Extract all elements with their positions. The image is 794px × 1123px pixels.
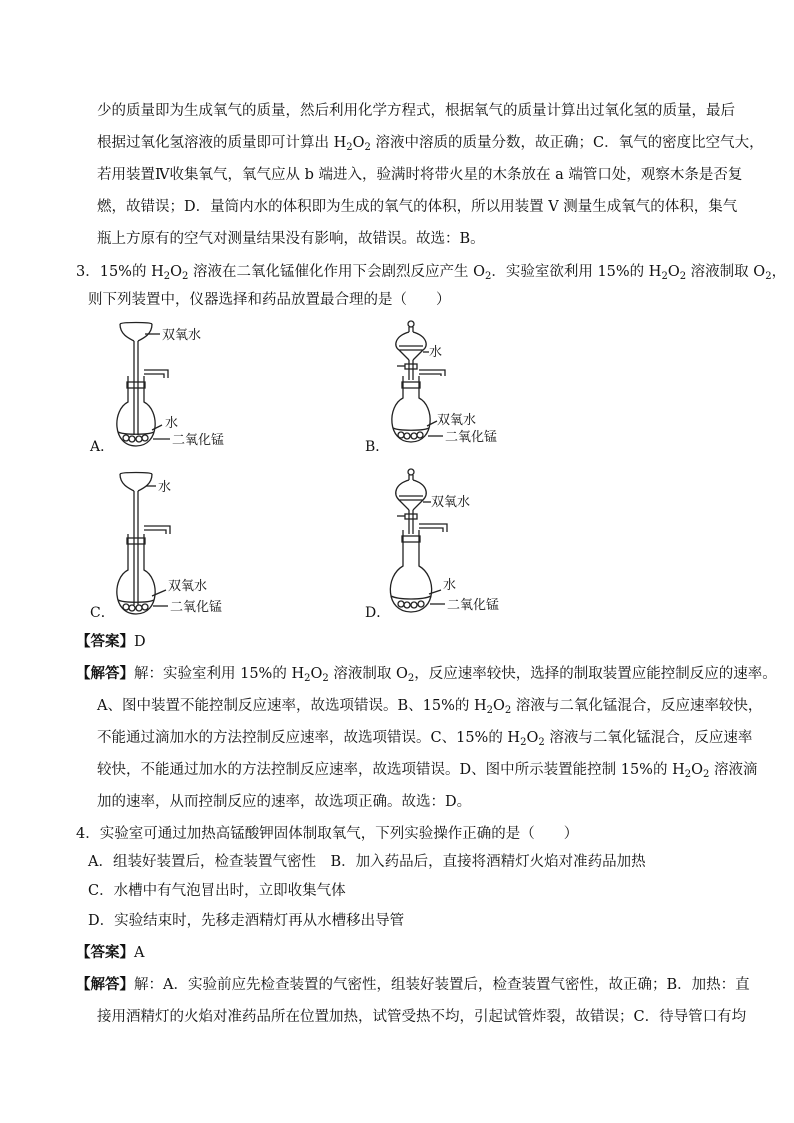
apparatus-b-top-label: 水 (429, 345, 443, 360)
q3-answer: 【答案】D (76, 633, 146, 650)
apparatus-d-bot-label: 二氧化锰 (447, 598, 500, 613)
q2-line-3: 若用装置Ⅳ收集氧气，氧气应从 b 端进入，验满时将带火星的木条放在 a 端管口处，观察木条是否复 (97, 167, 743, 183)
funnel-rim (120, 323, 152, 325)
q2-line-2: 根据过氧化氢溶液的质量即可计算出 $H_2O_2$ 溶液中溶质的质量分数，故正确；C．氧气的密度比空气大， (97, 135, 764, 153)
q3-analysis-line-4: 较快，不能通过加水的方法控制反应速率，故选项错误。D、图中所示装置能控制 15%的 $H_2O_2$ 溶液滴 (97, 762, 758, 780)
option-a-label: A． (90, 439, 115, 455)
apparatus-a-bot-label: 二氧化锰 (172, 433, 225, 448)
apparatus-d-diagram (385, 466, 535, 616)
q3-analysis-line-3: 不能通过滴加水的方法控制反应速率，故选项错误。C、15%的 $H_2O_2$ 溶液与二氧化锰混合，反应速率 (97, 730, 753, 748)
q2-line-5: 瓶上方原有的空气对测量结果没有影响，故错误。故选：B。 (97, 231, 485, 247)
q4-stem: 4．实验室可通过加热高锰酸钾固体制取氧气，下列实验操作正确的是（ ） (76, 826, 579, 842)
q4-option-d: D．实验结束时，先移走酒精灯再从水槽移出导管 (88, 913, 405, 929)
q3-analysis-line-2: A、图中装置不能控制反应速率，故选项错误。B、15%的 $H_2O_2$ 溶液与二氧化锰混合，反应速率较快， (97, 698, 763, 716)
q3-analysis-line-1: 【解答】解：实验室利用 15%的 $H_2O_2$ 溶液制取 $O_2$，反应速率较快，选择的制取装置应能控制反应的速率。 (76, 665, 777, 684)
q3-analysis-line-5: 加的速率，从而控制反应的速率，故选项正确。故选：D。 (97, 794, 472, 810)
apparatus-a-mid-label: 水 (165, 416, 179, 431)
apparatus-b-mid-label: 双氧水 (437, 413, 477, 428)
apparatus-c-top-label: 水 (158, 480, 172, 495)
q4-options-ab: A．组装好装置后，检查装置气密性 B．加入药品后，直接将酒精灯火焰对准药品加热 (88, 854, 646, 870)
apparatus-c-diagram (110, 468, 250, 618)
q2-line-1: 少的质量即为生成氧气的质量，然后利用化学方程式，根据氧气的质量计算出过氧化氢的质量，最后 (97, 103, 735, 119)
q3-stem-line-1: 3．15%的 $H_2O_2$ 溶液在二氧化锰催化作用下会剧烈反应产生 $O_2$．实验室欲利用 15%的 $H_2O_2$ 溶液制取 $O_2$， (76, 264, 787, 282)
option-b-label: B． (365, 439, 390, 455)
apparatus-c-mid-label: 双氧水 (168, 579, 208, 594)
option-d-label: D． (365, 605, 391, 621)
apparatus-a-top-label: 双氧水 (162, 328, 202, 343)
q4-analysis-line-1: 【解答】解：A．实验前应先检查装置的气密性，组装好装置后，检查装置气密性，故正确；B．加热：直 (76, 976, 750, 993)
apparatus-c-bot-label: 二氧化锰 (170, 600, 223, 615)
apparatus-b-diagram (385, 318, 535, 448)
q4-option-c: C．水槽中有气泡冒出时，立即收集气体 (88, 883, 346, 899)
option-c-label: C． (90, 605, 115, 621)
q3-stem-line-2: 则下列装置中，仪器选择和药品放置最合理的是（ ） (88, 292, 451, 308)
apparatus-d-mid-label: 水 (443, 578, 457, 593)
apparatus-b-bot-label: 二氧化锰 (445, 430, 498, 445)
q4-answer: 【答案】A (76, 944, 145, 961)
q4-analysis-line-2: 接用酒精灯的火焰对准药品所在位置加热，试管受热不均，引起试管炸裂，故错误；C．待导管口有均 (97, 1009, 747, 1025)
apparatus-d-top-label: 双氧水 (431, 495, 471, 510)
apparatus-a-diagram (110, 320, 250, 450)
q2-line-4: 燃，故错误；D．量筒内水的体积即为生成的氧气的体积，所以用装置 V 测量生成氧气的体积，集气 (97, 199, 738, 215)
